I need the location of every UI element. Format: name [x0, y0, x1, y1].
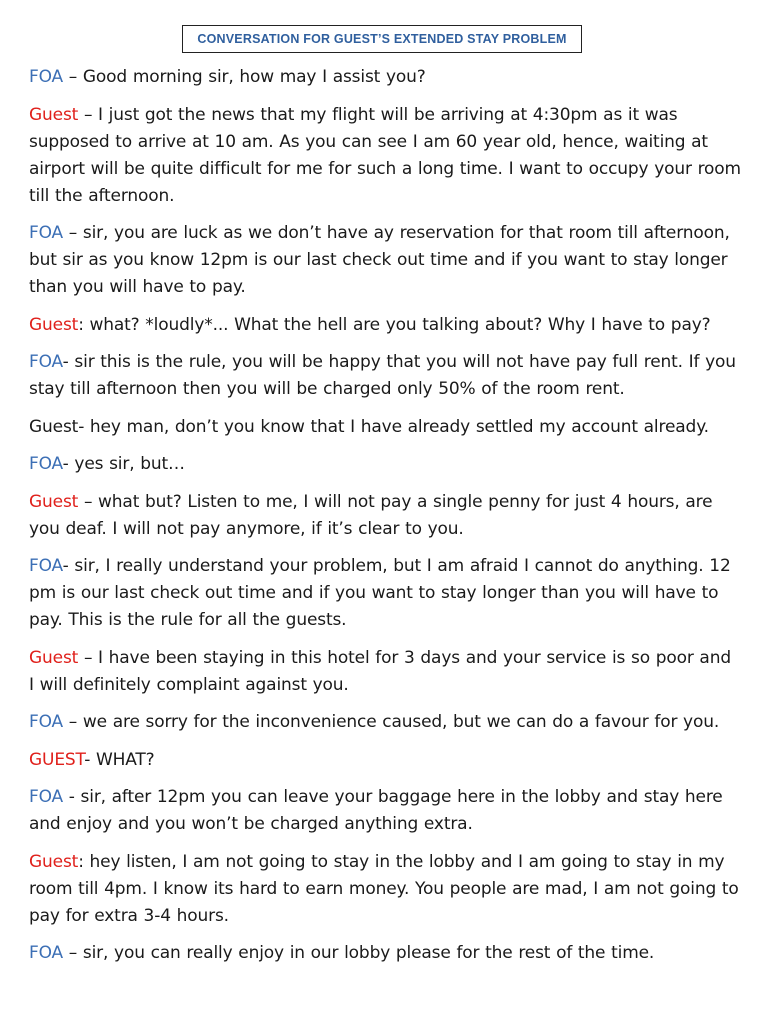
- dialogue-line: [29, 849, 741, 930]
- speaker-guest: Guest: [29, 491, 79, 512]
- conversation: [29, 64, 741, 978]
- dialogue-line: [29, 553, 741, 634]
- dialogue-text: - sir, after 12pm you can leave your baggage here in the lobby and stay here and enjoy and you won’t be charged anything extra.: [29, 787, 723, 834]
- dialogue-line: [29, 645, 741, 699]
- dialogue-text: – sir, you can really enjoy in our lobby please for the rest of the time.: [63, 943, 655, 963]
- speaker-foa: FOA: [29, 352, 63, 372]
- dialogue-line: [29, 349, 741, 403]
- speaker-guest: Guest: [29, 851, 79, 872]
- speaker-guest: Guest: [29, 314, 79, 335]
- dialogue-text: – what but? Listen to me, I will not pay a single penny for just 4 hours, are you deaf. I will not pay anymore, if it’s clear to you.: [29, 491, 713, 539]
- speaker-foa: FOA: [29, 943, 64, 963]
- speaker-foa: FOA: [29, 67, 64, 87]
- speaker-foa: FOA: [29, 556, 63, 576]
- dialogue-line: [29, 709, 741, 736]
- dialogue-line: [29, 747, 741, 774]
- dialogue-line: [29, 414, 741, 441]
- speaker-guest: Guest: [29, 104, 79, 125]
- speaker-guest: GUEST: [29, 749, 85, 770]
- dialogue-line: [29, 784, 741, 838]
- dialogue-text: – we are sorry for the inconvenience caused, but we can do a favour for you.: [63, 712, 720, 732]
- speaker-foa: FOA: [29, 712, 64, 732]
- dialogue-line: [29, 451, 741, 478]
- dialogue-text: - WHAT?: [84, 749, 155, 770]
- dialogue-line: [29, 220, 741, 301]
- dialogue-text: : what? *loudly*... What the hell are you talking about? Why I have to pay?: [78, 314, 711, 335]
- dialogue-text: – I have been staying in this hotel for 3 days and your service is so poor and I will definitely complaint against you.: [29, 647, 731, 695]
- dialogue-text: - hey man, don’t you know that I have already settled my account already.: [78, 416, 709, 437]
- dialogue-text: : hey listen, I am not going to stay in the lobby and I am going to stay in my room till 4pm. I know its hard to earn money. You people are mad, I am not going to pay for extra 3-4 hours.: [29, 851, 739, 926]
- speaker-foa: FOA: [29, 454, 63, 474]
- document-title: CONVERSATION FOR GUEST’S EXTENDED STAY PROBLEM: [182, 25, 582, 53]
- speaker-foa: FOA: [29, 787, 64, 807]
- dialogue-text: – sir, you are luck as we don’t have ay reservation for that room till afternoon, but sir as you know 12pm is our last check out time and if you want to stay longer than you will have to pay.: [29, 223, 730, 297]
- dialogue-text: - sir, I really understand your problem, but I am afraid I cannot do anything. 12 pm is our last check out time and if you want to stay longer than you will have to pay. This is the rule for all the guests.: [29, 556, 731, 630]
- speaker-foa: FOA: [29, 223, 64, 243]
- dialogue-text: – I just got the news that my flight will be arriving at 4:30pm as it was supposed to arrive at 10 am. As you can see I am 60 year old, hence, waiting at airport will be quite difficult for me for such a long time. I want to occupy your room till the afternoon.: [29, 104, 741, 206]
- dialogue-text: – Good morning sir, how may I assist you?: [63, 67, 426, 87]
- dialogue-line: [29, 312, 741, 339]
- speaker-guest: Guest: [29, 647, 79, 668]
- dialogue-text: - yes sir, but…: [62, 454, 185, 474]
- dialogue-text: - sir this is the rule, you will be happy that you will not have pay full rent. If you stay till afternoon then you will be charged only 50% of the room rent.: [29, 352, 736, 399]
- speaker-guest: Guest: [29, 416, 79, 437]
- dialogue-line: [29, 64, 741, 91]
- dialogue-line: [29, 102, 741, 210]
- dialogue-line: [29, 940, 741, 967]
- dialogue-line: [29, 489, 741, 543]
